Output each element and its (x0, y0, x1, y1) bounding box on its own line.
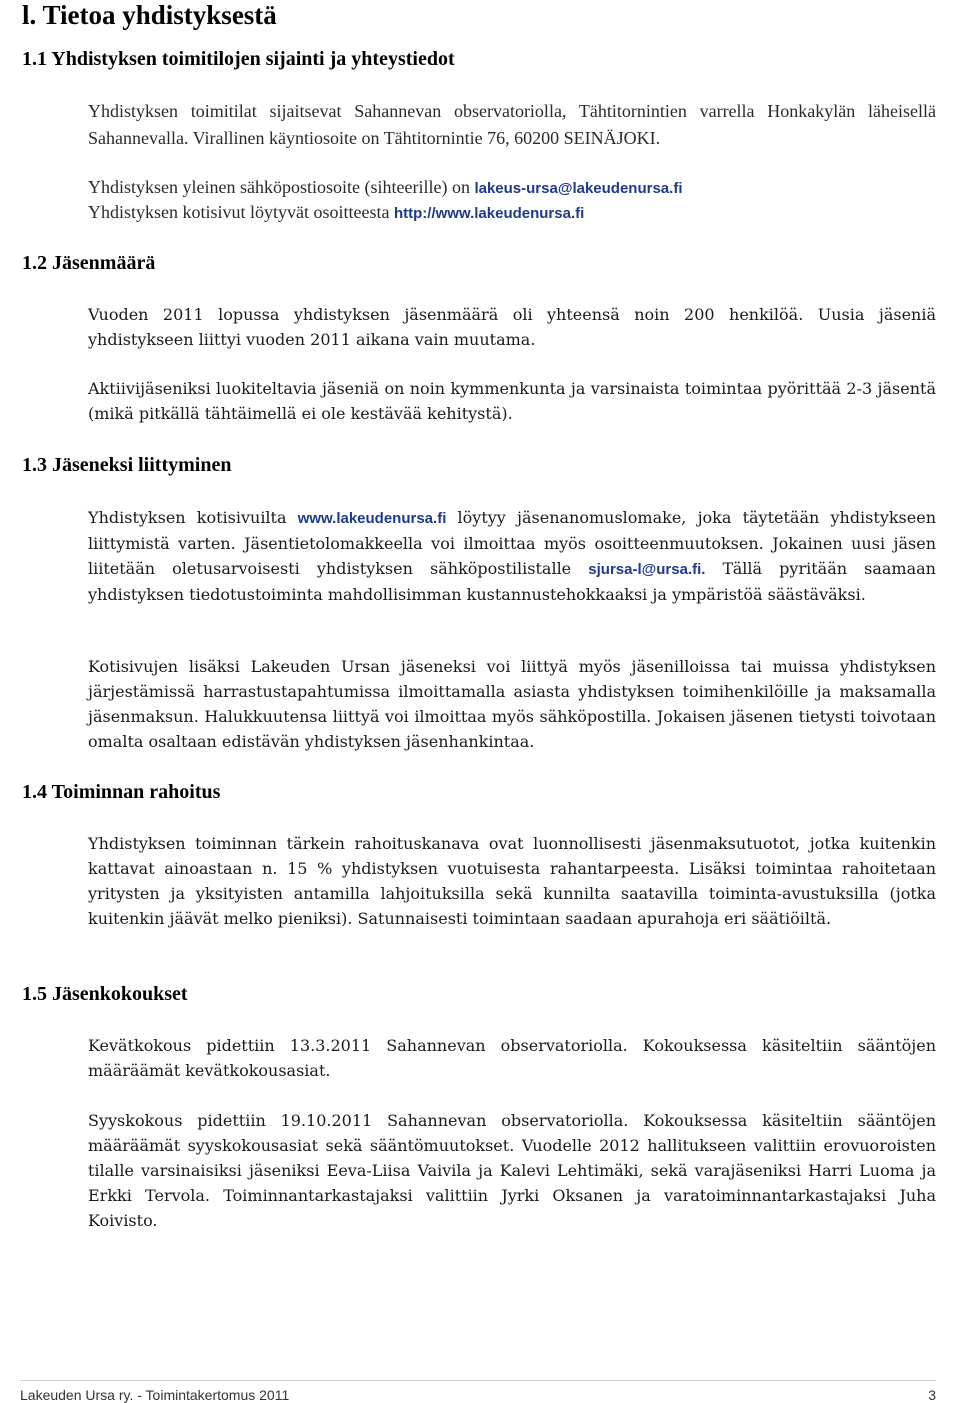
footer-title: Lakeuden Ursa ry. - Toimintakertomus 2011 (20, 1387, 290, 1403)
membership-paragraph-2: Aktiivijäseniksi luokiteltavia jäseniä on noin kymmenkunta ja varsinaista toimintaa pyörittää 2-3 jäsentä (mikä pitkällä tähtäimellä ei ole kestävää kehitystä). (88, 379, 936, 423)
section-heading-1-3: 1.3 Jäseneksi liittyminen (22, 454, 232, 476)
membership-paragraph-1: Vuoden 2011 lopussa yhdistyksen jäsenmäärä oli yhteensä noin 200 henkilöä. Uusia jäseniä yhdistykseen liittyi vuoden 2011 aikana vain muutama. (88, 305, 936, 349)
email-line-text: Yhdistyksen yleinen sähköpostiosoite (sihteerille) on (88, 177, 470, 197)
joining-paragraph-1 (88, 505, 936, 607)
section-heading-1-2: 1.2 Jäsenmäärä (22, 252, 156, 274)
joining-text-c: Tällä pyritään saamaan yhdistyksen tiedotustoiminta mahdollisimman kustannustehokkaaksi ja ympäristöä säästäväksi. (88, 559, 936, 604)
homepage-link[interactable]: www.lakeudenursa.fi (297, 510, 447, 527)
meetings-paragraph-2: Syyskokous pidettiin 19.10.2011 Sahannevan observatoriolla. Kokouksessa käsiteltiin sääntöjen määräämät syyskokousasiat sekä sääntömuutokset. Vuodelle 2012 hallitukseen valittiin erovuoroisten tilalle varsinaisiksi jäseniksi Eeva-Liisa Vaivila ja Kalevi Lehtimäki, sekä varajäseniksi Harri Luoma ja Erkki Tervola. Toiminnantarkastajaksi valittiin Jyrki Oksanen ja varatoiminnantarkastajaksi Juha Koivisto. (88, 1111, 936, 1230)
email-line (88, 175, 936, 201)
funding-paragraph: Yhdistyksen toiminnan tärkein rahoituskanava ovat luonnollisesti jäsenmaksutuotot, jotka kuitenkin kattavat ainoastaan n. 15 % yhdistyksen vuotuisesta rahantarpeesta. Lisäksi toimintaa rahoitetaan yritysten ja yksityisten antamilla lahjoituksilla sekä kunnilta saatavilla toiminta-avustuksilla (jotka kuitenkin jäävät melko pieniksi). Satunnaisesti toimintaan saadaan apurahoja eri säätiöiltä. (88, 834, 936, 928)
section-heading-1-5: 1.5 Jäsenkokoukset (22, 983, 188, 1005)
page-number: 3 (928, 1387, 936, 1403)
section-heading-1-4: 1.4 Toiminnan rahoitus (22, 781, 221, 803)
joining-text-b: löytyy jäsenanomuslomake, joka täytetään yhdistykseen liittymistä varten. Jäsentietolomakkeella voi ilmoittaa myös osoitteenmuutoksen. Jokainen uusi jäsen liitetään oletusarvoisesti yhdistyksen sähköpostilistalle (88, 508, 936, 578)
section-heading-1-1: 1.1 Yhdistyksen toimitilojen sijainti ja yhteystiedot (22, 48, 455, 70)
website-line-text: Yhdistyksen kotisivut löytyvät osoitteesta (88, 202, 390, 222)
joining-text-a: Yhdistyksen kotisivuilta (88, 508, 287, 527)
email-link[interactable]: lakeus-ursa@lakeudenursa.fi (474, 180, 683, 197)
page-title: l. Tietoa yhdistyksestä (22, 0, 277, 30)
location-paragraph: Yhdistyksen toimitilat sijaitsevat Sahannevan observatoriolla, Tähtitornintien varrella Honkakylän läheisellä Sahannevalla. Virallinen käyntiosoite on Tähtitornintie 76, 60200 SEINÄJOKI. (88, 101, 936, 148)
meetings-paragraph-1: Kevätkokous pidettiin 13.3.2011 Sahannevan observatoriolla. Kokouksessa käsiteltiin sääntöjen määräämät kevätkokousasiat. (88, 1036, 936, 1080)
mailing-list-link[interactable]: sjursa-l@ursa.fi. (588, 561, 706, 578)
website-line (88, 200, 936, 226)
joining-paragraph-2: Kotisivujen lisäksi Lakeuden Ursan jäseneksi voi liittyä myös jäsenilloissa tai muissa yhdistyksen järjestämissä harrastustapahtumissa ilmoittamalla asiasta yhdistyksen toimihenkilöille ja maksamalla jäsenmaksun. Halukkuutensa liittyä voi ilmoittaa myös sähköpostilla. Jokaisen jäsenen tietysti toivotaan omalta osaltaan edistävän yhdistyksen jäsenhankintaa. (88, 657, 936, 751)
website-link[interactable]: http://www.lakeudenursa.fi (393, 205, 585, 222)
